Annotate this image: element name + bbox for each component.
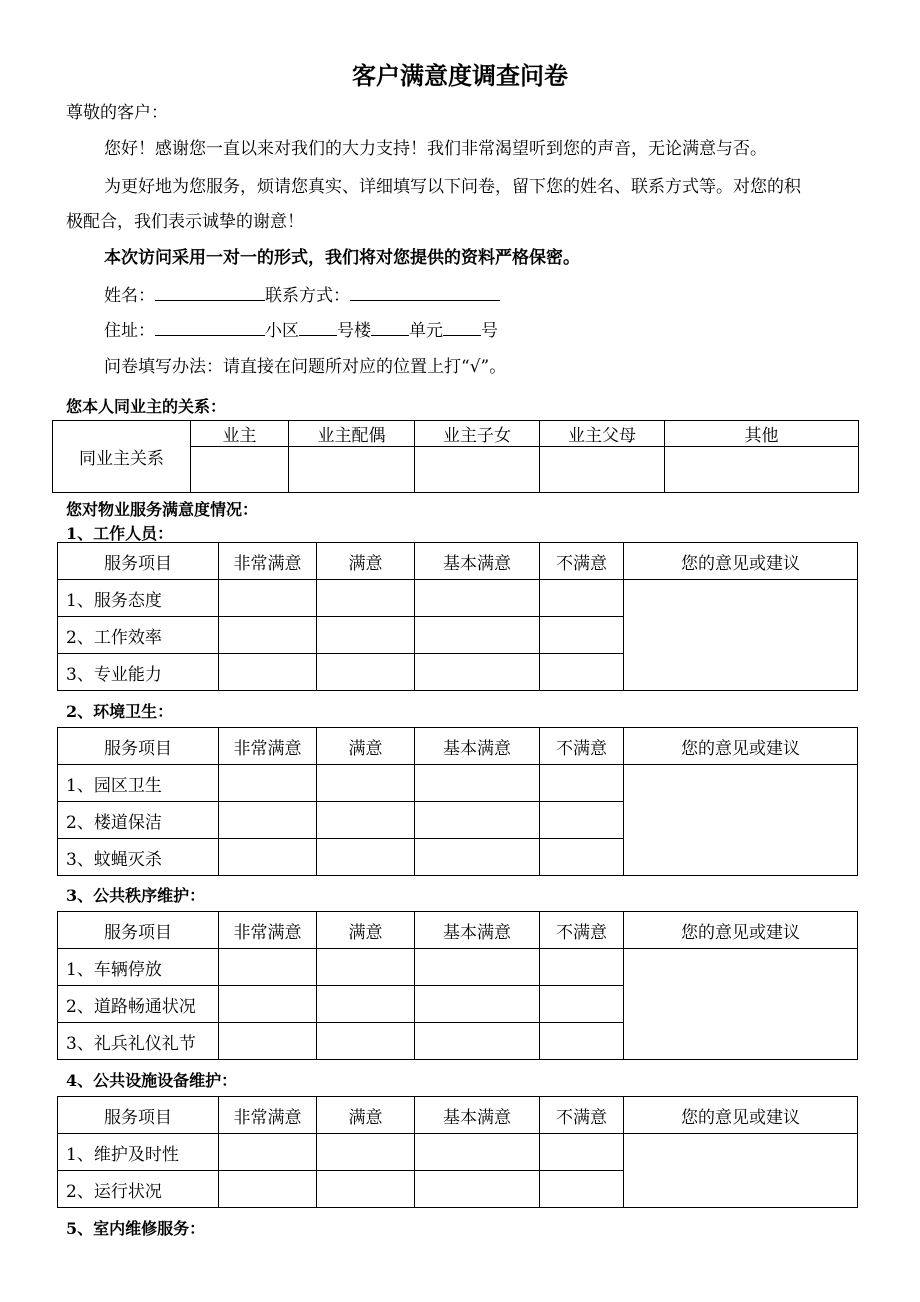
name-label: 姓名： (104, 286, 155, 306)
rating-cell[interactable] (415, 986, 540, 1023)
satisfaction-table-staff (57, 542, 858, 691)
service-item: 2、运行状况 (58, 1171, 219, 1208)
rating-cell[interactable] (219, 580, 317, 617)
rating-cell[interactable] (540, 839, 624, 876)
rating-cell[interactable] (219, 1134, 317, 1171)
service-item: 1、园区卫生 (58, 765, 219, 802)
column-header: 非常满意 (219, 1097, 317, 1134)
suggestion-cell[interactable] (624, 949, 858, 1060)
rating-cell[interactable] (540, 765, 624, 802)
column-header: 服务项目 (58, 543, 219, 580)
rating-cell[interactable] (415, 839, 540, 876)
service-item: 2、道路畅通状况 (58, 986, 219, 1023)
rating-cell[interactable] (540, 1171, 624, 1208)
section-title: 3、公共秩序维护： (66, 886, 206, 905)
column-header: 基本满意 (415, 543, 540, 580)
service-item: 3、专业能力 (58, 654, 219, 691)
relation-check-cell[interactable] (289, 447, 415, 493)
rating-cell[interactable] (317, 1023, 415, 1060)
rating-cell[interactable] (540, 802, 624, 839)
rating-cell[interactable] (415, 654, 540, 691)
intro-paragraph-1: 您好！感谢您一直以来对我们的大力支持！我们非常渴望听到您的声音，无论满意与否。 (104, 139, 767, 159)
rating-cell[interactable] (540, 1134, 624, 1171)
service-item: 1、车辆停放 (58, 949, 219, 986)
column-header: 服务项目 (58, 1097, 219, 1134)
rating-cell[interactable] (540, 617, 624, 654)
rating-cell[interactable] (317, 617, 415, 654)
column-header: 非常满意 (219, 728, 317, 765)
community-label: 小区 (265, 321, 299, 341)
rating-cell[interactable] (219, 765, 317, 802)
service-item: 2、楼道保洁 (58, 802, 219, 839)
instructions: 问卷填写办法：请直接在问题所对应的位置上打“√”。 (104, 357, 507, 377)
column-header: 非常满意 (219, 912, 317, 949)
satisfaction-table-facilities (57, 1096, 858, 1208)
name-field[interactable] (155, 284, 265, 301)
rating-cell[interactable] (415, 1134, 540, 1171)
building-field[interactable] (299, 319, 337, 336)
relation-option: 业主父母 (540, 421, 665, 447)
rating-cell[interactable] (219, 839, 317, 876)
rating-cell[interactable] (219, 654, 317, 691)
room-field[interactable] (443, 319, 481, 336)
room-label: 号 (481, 321, 498, 341)
section-title: 2、环境卫生： (66, 702, 174, 721)
unit-field[interactable] (371, 319, 409, 336)
rating-cell[interactable] (219, 1171, 317, 1208)
relation-row-label: 同业主关系 (53, 421, 191, 493)
privacy-note: 本次访问采用一对一的形式，我们将对您提供的资料严格保密。 (104, 248, 580, 268)
section-title: 4、公共设施设备维护： (66, 1071, 238, 1090)
rating-cell[interactable] (317, 839, 415, 876)
satisfaction-heading: 您对物业服务满意度情况： (66, 500, 259, 519)
rating-cell[interactable] (317, 1171, 415, 1208)
contact-label: 联系方式： (265, 286, 350, 306)
column-header: 服务项目 (58, 912, 219, 949)
service-item: 1、维护及时性 (58, 1134, 219, 1171)
satisfaction-table-order (57, 911, 858, 1060)
relation-heading: 您本人同业主的关系： (66, 397, 227, 416)
intro-paragraph-2: 为更好地为您服务，烦请您真实、详细填写以下问卷，留下您的姓名、联系方式等。对您的积 (104, 177, 801, 197)
service-item: 3、蚊蝇灭杀 (58, 839, 219, 876)
rating-cell[interactable] (219, 986, 317, 1023)
column-header: 不满意 (540, 1097, 624, 1134)
relation-option: 其他 (665, 421, 859, 447)
rating-cell[interactable] (415, 1171, 540, 1208)
relation-option: 业主子女 (415, 421, 540, 447)
rating-cell[interactable] (415, 580, 540, 617)
service-item: 1、服务态度 (58, 580, 219, 617)
rating-cell[interactable] (540, 1023, 624, 1060)
contact-field[interactable] (350, 284, 500, 301)
column-header: 满意 (317, 1097, 415, 1134)
page-title: 客户满意度调查问卷 (352, 61, 568, 90)
address-field[interactable] (155, 319, 265, 336)
rating-cell[interactable] (540, 986, 624, 1023)
column-header: 您的意见或建议 (624, 543, 858, 580)
satisfaction-table-environment (57, 727, 858, 876)
column-header: 不满意 (540, 728, 624, 765)
column-header: 您的意见或建议 (624, 912, 858, 949)
suggestion-cell[interactable] (624, 765, 858, 876)
rating-cell[interactable] (317, 802, 415, 839)
rating-cell[interactable] (415, 802, 540, 839)
relation-check-cell[interactable] (665, 447, 859, 493)
relation-check-cell[interactable] (415, 447, 540, 493)
rating-cell[interactable] (415, 949, 540, 986)
building-label: 号楼 (337, 321, 371, 341)
rating-cell[interactable] (415, 765, 540, 802)
rating-cell[interactable] (540, 949, 624, 986)
rating-cell[interactable] (317, 986, 415, 1023)
unit-label: 单元 (409, 321, 443, 341)
service-item: 2、工作效率 (58, 617, 219, 654)
column-header: 满意 (317, 728, 415, 765)
relation-option: 业主 (191, 421, 289, 447)
rating-cell[interactable] (219, 949, 317, 986)
rating-cell[interactable] (317, 1134, 415, 1171)
rating-cell[interactable] (317, 765, 415, 802)
service-item: 3、礼兵礼仪礼节 (58, 1023, 219, 1060)
rating-cell[interactable] (415, 617, 540, 654)
relation-option: 业主配偶 (289, 421, 415, 447)
rating-cell[interactable] (540, 580, 624, 617)
column-header: 基本满意 (415, 912, 540, 949)
column-header: 服务项目 (58, 728, 219, 765)
rating-cell[interactable] (415, 1023, 540, 1060)
column-header: 基本满意 (415, 1097, 540, 1134)
rating-cell[interactable] (317, 654, 415, 691)
column-header: 满意 (317, 543, 415, 580)
name-contact-row (104, 281, 500, 306)
rating-cell[interactable] (317, 580, 415, 617)
rating-cell[interactable] (219, 1023, 317, 1060)
column-header: 不满意 (540, 543, 624, 580)
rating-cell[interactable] (317, 949, 415, 986)
intro-paragraph-2-cont: 极配合，我们表示诚挚的谢意！ (66, 212, 304, 232)
column-header: 您的意见或建议 (624, 1097, 858, 1134)
column-header: 您的意见或建议 (624, 728, 858, 765)
column-header: 基本满意 (415, 728, 540, 765)
rating-cell[interactable] (540, 654, 624, 691)
suggestion-cell[interactable] (624, 1134, 858, 1208)
column-header: 不满意 (540, 912, 624, 949)
section-title: 1、工作人员： (66, 524, 174, 543)
suggestion-cell[interactable] (624, 580, 858, 691)
column-header: 非常满意 (219, 543, 317, 580)
rating-cell[interactable] (219, 617, 317, 654)
rating-cell[interactable] (219, 802, 317, 839)
relation-check-cell[interactable] (191, 447, 289, 493)
section-title: 5、室内维修服务： (66, 1219, 206, 1238)
address-label: 住址： (104, 321, 155, 341)
address-row (104, 316, 498, 341)
column-header: 满意 (317, 912, 415, 949)
greeting: 尊敬的客户： (66, 103, 168, 123)
relation-check-cell[interactable] (540, 447, 665, 493)
relation-table (52, 420, 859, 493)
